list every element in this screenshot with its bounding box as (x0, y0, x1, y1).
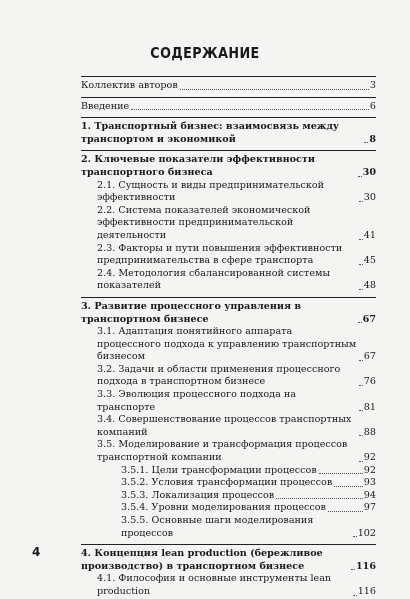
toc-entry[interactable] (81, 180, 376, 205)
leader-dots (351, 569, 355, 570)
toc-entry-page: 93 (363, 477, 376, 489)
leader-dots (359, 410, 363, 411)
toc-entry-page: 41 (363, 229, 376, 241)
leader-dots (276, 498, 363, 499)
toc-entry[interactable] (81, 439, 376, 464)
toc-entry-text: 3.3. Эволюция процессного подхода на транспорте (97, 389, 296, 413)
page-title: СОДЕРЖАНИЕ (150, 44, 260, 62)
toc-entry[interactable] (81, 477, 376, 490)
leader-dots (359, 201, 363, 202)
leader-dots (131, 109, 369, 110)
section-divider (81, 150, 376, 151)
section-divider (81, 97, 376, 98)
toc-entry-page: 92 (363, 452, 376, 464)
toc-entry-page: 116 (357, 585, 376, 597)
toc-entry-text: 4. Концепция lean production (бережливое производство) в транспортном бизнесе (81, 548, 323, 572)
toc-entry-page: 81 (363, 401, 376, 413)
toc-entry-text: 3.5. Моделирование и трансформация процессов транспортной компании (97, 439, 348, 464)
section-divider (81, 76, 376, 77)
toc-entry-page: 8 (369, 133, 376, 145)
leader-dots (359, 461, 363, 462)
toc-entry-page: 3 (369, 80, 376, 91)
leader-dots (359, 264, 363, 265)
leader-dots (359, 385, 363, 386)
toc-entry-page: 30 (362, 166, 376, 178)
toc-entry[interactable] (81, 101, 376, 114)
toc-entry-text: 2.4. Методология сбалансированной системы показателей (97, 267, 331, 292)
toc-entry-text: 3. Развитие процессного управления в транспортном бизнесе (81, 300, 302, 325)
leader-dots (353, 536, 357, 537)
leader-dots (359, 289, 363, 290)
section-divider (81, 117, 376, 118)
leader-dots (364, 142, 368, 143)
toc-entry-text: 3.2. Задачи и области применения процессного подхода в транспортном бизнесе (97, 363, 341, 388)
toc-entry-text: 2. Ключевые показатели эффективности транспортного бизнеса (81, 154, 315, 178)
toc-entry-page: 30 (363, 192, 376, 204)
toc-entry-text: 3.5.2. Условия трансформации процессов (121, 477, 333, 489)
toc-entry-text: 3.5.4. Уровни моделирования процессов (121, 502, 326, 514)
toc-entry[interactable] (81, 243, 376, 268)
toc-entry[interactable] (81, 301, 376, 326)
toc-entry-text: 2.3. Факторы и пути повышения эффективности предпринимательства в сфере транспорта (97, 242, 343, 267)
toc-entry-text: Введение (81, 100, 130, 112)
toc-entry-text: 4.1. Философия и основные инструменты lean production (97, 573, 332, 597)
toc-entry[interactable] (81, 80, 376, 93)
toc-entry[interactable] (81, 364, 376, 389)
leader-dots (359, 239, 363, 240)
toc-entry-text: Коллектив авторов (81, 80, 178, 91)
toc-entry[interactable] (81, 121, 376, 146)
toc-entry-page: 116 (355, 560, 376, 572)
toc-entry-page: 94 (363, 489, 376, 501)
table-of-contents (81, 72, 376, 599)
toc-entry[interactable] (81, 465, 376, 478)
toc-entry[interactable] (81, 154, 376, 179)
leader-dots (359, 360, 363, 361)
leader-dots (358, 322, 362, 323)
toc-entry-text: 3.4. Совершенствование процессов транспортных компаний (97, 414, 352, 438)
toc-entry[interactable] (81, 326, 376, 364)
toc-entry[interactable] (81, 205, 376, 243)
leader-dots (353, 595, 357, 596)
page-number: 4 (32, 545, 41, 559)
leader-dots (180, 89, 369, 90)
toc-entry-page: 97 (363, 502, 376, 514)
toc-entry[interactable] (81, 502, 376, 515)
toc-entry[interactable] (81, 490, 376, 503)
toc-entry[interactable] (81, 268, 376, 293)
leader-dots (358, 176, 362, 177)
section-divider (81, 544, 376, 545)
toc-entry-page: 48 (363, 280, 376, 292)
toc-entry-page: 45 (363, 255, 376, 267)
section-divider (81, 297, 376, 298)
toc-entry-text: 3.5.3. Локализация процессов (121, 489, 275, 501)
leader-dots (328, 511, 363, 512)
toc-entry[interactable] (81, 414, 376, 439)
toc-entry-text: 3.5.5. Основные шаги моделирования процессов (121, 515, 314, 539)
leader-dots (319, 473, 363, 474)
toc-entry-page: 92 (363, 464, 376, 476)
leader-dots (334, 486, 363, 487)
toc-entry[interactable] (81, 548, 376, 573)
toc-entry-text: 3.5.1. Цели трансформации процессов (121, 464, 317, 476)
toc-entry-page: 67 (363, 351, 376, 363)
toc-entry-text: 2.1. Сущность и виды предпринимательской эффективности (97, 179, 325, 204)
toc-entry[interactable] (81, 515, 376, 540)
toc-entry-page: 67 (362, 313, 376, 325)
toc-entry-text: 1. Транспортный бизнес: взаимосвязь между транспортом и экономикой (81, 121, 340, 145)
toc-entry[interactable] (81, 389, 376, 414)
toc-entry-text: 3.1. Адаптация понятийного аппарата процессного подхода к управлению транспортным бизнесом (97, 326, 357, 363)
toc-entry-page: 102 (357, 527, 376, 539)
leader-dots (359, 435, 363, 436)
toc-entry-page: 88 (363, 426, 376, 438)
toc-entry-page: 6 (369, 100, 376, 112)
toc-entry[interactable] (81, 573, 376, 598)
toc-entry-text: 2.2. Система показателей экономической эффективности предпринимательской деятельности (97, 204, 311, 241)
toc-entry-page: 76 (363, 376, 376, 388)
